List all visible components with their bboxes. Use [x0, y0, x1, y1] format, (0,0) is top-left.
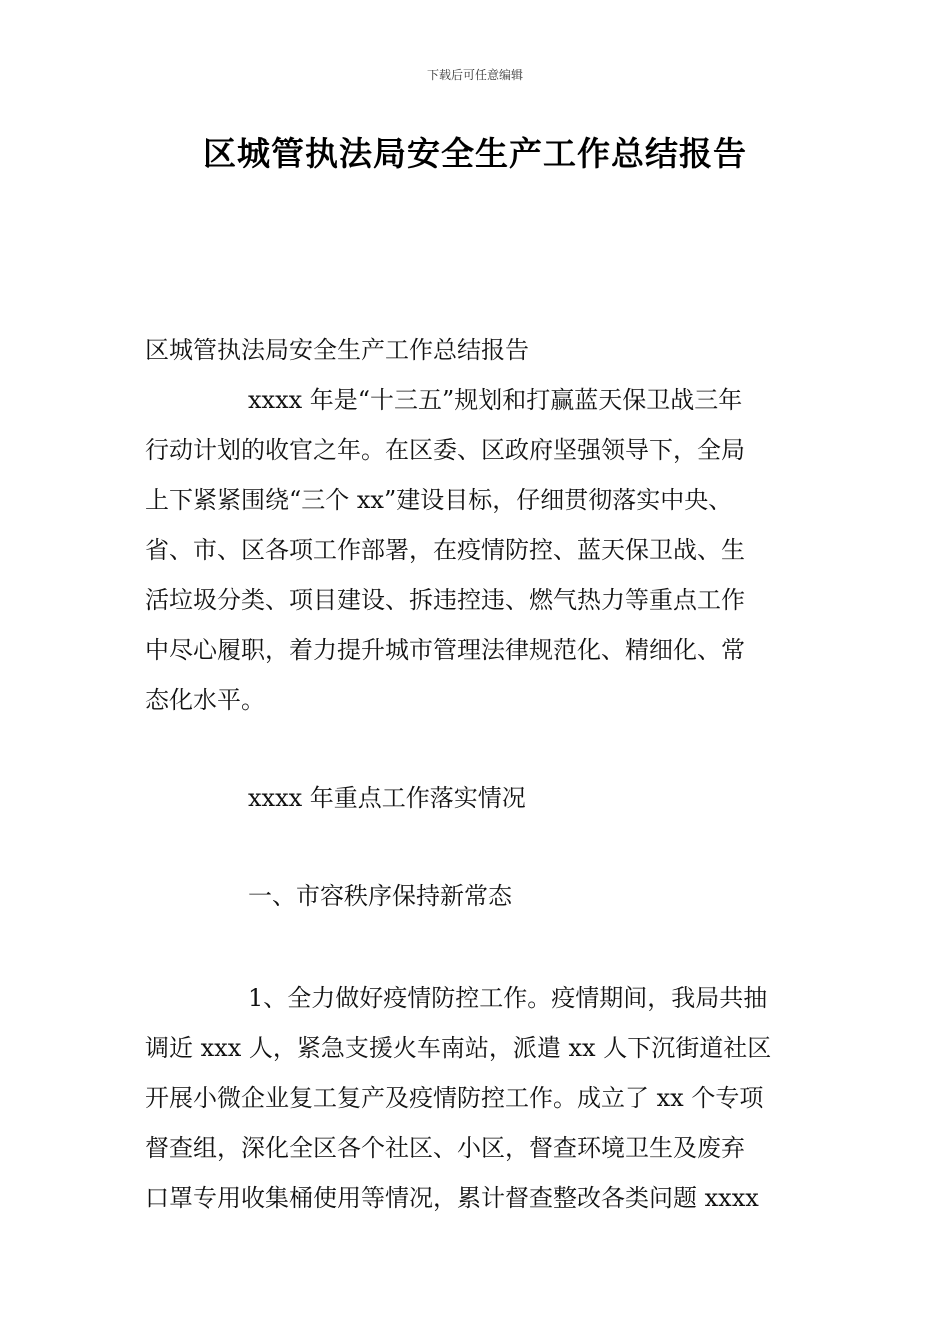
paragraph-line: 1、全力做好疫情防控工作。疫情期间，我局共抽	[248, 984, 768, 1012]
paragraph-line: 活垃圾分类、项目建设、拆违控违、燃气热力等重点工作	[145, 586, 745, 614]
paragraph-line: 行动计划的收官之年。在区委、区政府坚强领导下，全局	[145, 436, 745, 464]
paragraph-line: 上下紧紧围绕“三个 xx”建设目标，仔细贯彻落实中央、	[145, 486, 733, 514]
body-subtitle: 区城管执法局安全生产工作总结报告	[145, 336, 529, 364]
paragraph-line: 督查组，深化全区各个社区、小区，督查环境卫生及废弃	[145, 1134, 745, 1162]
paragraph-line: 开展小微企业复工复产及疫情防控工作。成立了 xx 个专项	[145, 1084, 764, 1112]
paragraph-line: 调近 xxx 人，紧急支援火车南站，派遣 xx 人下沉街道社区	[145, 1034, 772, 1062]
paragraph-line: 中尽心履职，着力提升城市管理法律规范化、精细化、常	[145, 636, 745, 664]
paragraph-line: 省、市、区各项工作部署，在疫情防控、蓝天保卫战、生	[145, 536, 745, 564]
subsection-heading: 一、市容秩序保持新常态	[248, 882, 512, 910]
paragraph-line: xxxx 年是“十三五”规划和打赢蓝天保卫战三年	[248, 386, 743, 414]
header-note: 下载后可任意编辑	[426, 68, 523, 82]
paragraph-line: 口罩专用收集桶使用等情况，累计督查整改各类问题 xxxx	[145, 1184, 759, 1212]
paragraph-line: 态化水平。	[145, 686, 265, 714]
document-title: 区城管执法局安全生产工作总结报告	[203, 134, 747, 173]
section-heading: xxxx 年重点工作落实情况	[248, 784, 526, 812]
